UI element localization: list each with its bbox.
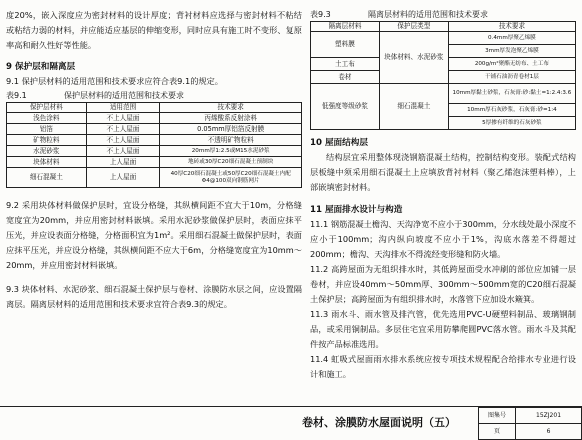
cell: 丙烯酸系反射涂料 (160, 113, 302, 124)
cell: 10mm厚黏土砂浆，石灰膏:砂:黏土=1:2.4:3.6 (448, 84, 575, 104)
cell: 地砖或30厚C20细石混凝土预制块 (160, 157, 302, 168)
clause-9-3: 9.3 块体材料、水泥砂浆、细石混凝土保护层与卷材、涂膜防水层之间，应设置隔离层。隔离层材料的适用范围和技术要求宜符合表9.3的规定。 (6, 284, 302, 309)
table-9-1-title: 保护层材料的适用范围和技术要求 (64, 91, 184, 100)
cell: 不上人屋面 (86, 124, 160, 135)
header-material: 隔离层材料 (311, 22, 380, 32)
cell: 20mm厚1:2.5或M15水泥砂浆 (160, 146, 302, 157)
atlas-table (478, 407, 582, 440)
header-requirement: 技术要求 (448, 22, 575, 32)
atlas-number: 15ZJ201 (516, 408, 582, 424)
cell: 不上人屋面 (86, 113, 160, 124)
atlas-box (478, 407, 582, 440)
section-9-title: 9 保护层和隔离层 (6, 62, 76, 72)
table-9-3 (310, 21, 576, 130)
page-row (479, 424, 582, 440)
clause-11-4: 11.4 虹吸式屋面雨水排水系统应按专项技术规程配合给排水专业进行设计和施工。 (310, 354, 576, 379)
header-type: 保护层类型 (379, 22, 448, 32)
cell: 卷材 (311, 71, 380, 84)
cell: 水泥砂浆 (7, 146, 87, 157)
cell: 塑料膜 (311, 32, 380, 58)
table-9-3-number: 表9.3 (310, 10, 331, 19)
clause-11-2: 11.2 高跨屋面为无组织排水时，其低跨屋面受水冲刷的部位应加铺一层卷材，并应设40mm～50mm厚、300mm～500mm宽的C20细石混凝土保护层；高跨屋面为有组织排水时，水落管下应加设水簸箕。 (310, 264, 576, 304)
atlas-label: 图集号 (479, 408, 516, 424)
cell: 0.4mm厚聚乙烯膜 (448, 32, 575, 45)
cell: 不透明矿物粒料 (160, 135, 302, 146)
table-row (7, 157, 302, 168)
cell: 不上人屋面 (86, 135, 160, 146)
table-9-1-caption (6, 90, 302, 102)
cell: 土工布 (311, 58, 380, 71)
header-scope: 适用范围 (86, 103, 160, 113)
header-requirement: 技术要求 (160, 103, 302, 113)
drawing-title: 卷材、涂膜防水屋面说明（五） (302, 416, 456, 429)
cell: 矿物粒料 (7, 135, 87, 146)
cell: 5厚掺有纤维的石灰砂浆 (448, 117, 575, 130)
right-column (310, 8, 576, 382)
left-column (6, 8, 302, 312)
table-9-1-number: 表9.1 (6, 91, 27, 100)
table-row (7, 135, 302, 146)
cell: 细石混凝土 (379, 84, 448, 130)
cell: 浅色涂料 (7, 113, 87, 124)
cell-line: Φ4@100双向钢筋网片 (201, 177, 260, 184)
cell-multiline (160, 168, 302, 188)
clause-9-2: 9.2 采用块体材料做保护层时，宜设分格缝，其纵横间距不宜大于10m，分格缝宽度宜为20mm，并应用密封材料嵌填。采用水泥砂浆做保护层时，表面应抹平压光，并应设表面分格缝，分格面积宜为1m²。采用细石混凝土做保护层时，表面应抹平压光，并应设分格缝，其纵横间距不应大于6m，分格缝宽度宜为10mm～20mm，并应用密封材料嵌填。 (6, 200, 302, 270)
cell: 10mm厚石灰砂浆，石灰膏:砂=1:4 (448, 104, 575, 117)
cell: 干铺石油沥青卷材1层 (448, 71, 575, 84)
cell: 低强度等级砂浆 (311, 84, 380, 130)
cell: 块体材料 (7, 157, 87, 168)
table-9-1 (6, 102, 302, 188)
cell: 铝箔 (7, 124, 87, 135)
table-row (7, 124, 302, 135)
page-label: 页 (479, 424, 516, 440)
cell: 上人屋面 (86, 168, 160, 188)
intro-paragraph: 度20%，嵌入深度应为密封材料的设计厚度；背衬材料应选择与密封材料不粘结或粘结力弱的材料，并应能适应基层的伸缩变形，同时应具有施工时不变形、复原率高和耐久性好等性能。 (6, 10, 302, 50)
section-11-title: 11 屋面排水设计与构造 (310, 205, 403, 215)
table-header-row (7, 103, 302, 113)
table-9-3-caption (310, 9, 576, 21)
table-row (7, 168, 302, 188)
cell: 块体材料、水泥砂浆 (379, 32, 448, 84)
cell: 3mm厚发泡聚乙烯膜 (448, 45, 575, 58)
table-9-3-title: 隔离层材料的适用范围和技术要求 (368, 10, 488, 19)
cell: 不上人屋面 (86, 146, 160, 157)
title-block (0, 406, 582, 440)
cell-line: 40厚C20细石混凝土或50厚C20细石混凝土内配 (170, 170, 291, 177)
clause-11-1: 11.1 钢筋混凝土檐沟、天沟净宽不应小于300mm，分水线处最小深度不应小于100mm；沟内纵向坡度不应小于1%，沟底水落差不得超过200mm；檐沟、天沟排水不得流经变形缝和防火墙。 (310, 219, 576, 259)
header-material: 保护层材料 (7, 103, 87, 113)
clause-9-1: 9.1 保护层材料的适用范围和技术要求应符合表9.1的规定。 (6, 76, 223, 86)
table-header-row (311, 22, 576, 32)
cell: 细石混凝土 (7, 168, 87, 188)
cell: 200g/m²聚酯无纺布、土工布 (448, 58, 575, 71)
table-row (311, 32, 576, 45)
table-row (7, 113, 302, 124)
cell: 上人屋面 (86, 157, 160, 168)
clause-11-3: 11.3 雨水斗、雨水管及排汽管，优先选用PVC-U硬塑料制品、玻璃钢制品，或采用铜制品。多层住宅宜采用防攀爬圆PVC落水管。雨水斗及其配件按产品标准选用。 (310, 309, 576, 349)
atlas-row (479, 408, 582, 424)
table-row (7, 146, 302, 157)
table-row (311, 84, 576, 104)
cell: 0.05mm厚铝箔反射膜 (160, 124, 302, 135)
page-number: 6 (516, 424, 582, 440)
clause-10: 结构层宜采用整体现浇钢筋混凝土结构，控制结构变形。装配式结构层板缝中须采用细石混凝土上应填放背衬材料（聚乙烯泡沫塑料棒），上部嵌填密封材料。 (310, 152, 576, 192)
section-10-title: 10 屋面结构层 (310, 138, 368, 148)
